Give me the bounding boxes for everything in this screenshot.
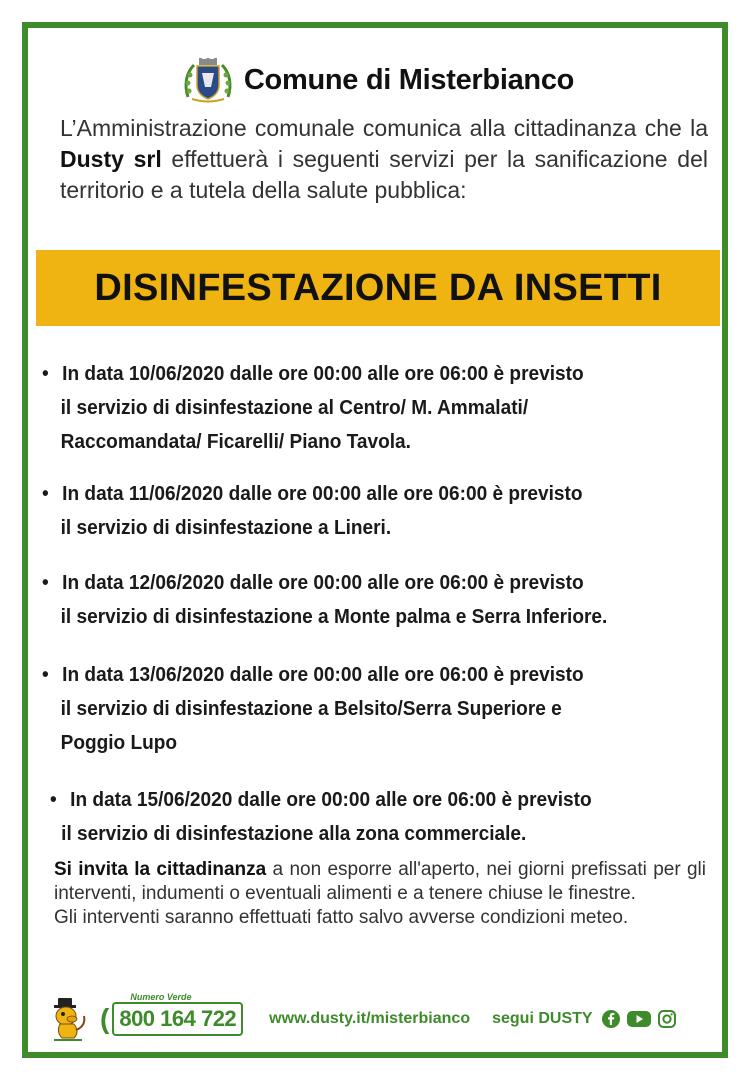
phone-label: Numero Verde xyxy=(130,992,192,1002)
item-line: • In data 15/06/2020 dalle ore 00:00 alle ore 06:00 è previsto xyxy=(50,783,701,817)
title-banner xyxy=(36,250,720,326)
phone-number: 800 164 722 xyxy=(119,1006,237,1031)
note-paragraph xyxy=(54,858,706,906)
page-title: Comune di Misterbianco xyxy=(243,63,575,96)
schedule-item xyxy=(42,566,693,634)
note-text: a non esporre all'aperto, nei giorni prefissati per gli interventi, indumenti o eventuali alimenti e a tenere chiuse le finestre. xyxy=(54,859,706,904)
banner-text: DISINFESTAZIONE DA INSETTI xyxy=(94,266,662,309)
intro-part2: effettuerà i seguenti servizi per la sanificazione del territorio e a tutela della salute pubblica: xyxy=(60,146,708,203)
social-links xyxy=(601,1009,677,1029)
intro-part1: L’Amministrazione comunale comunica alla cittadinanza che la xyxy=(60,115,708,141)
note-bold: Si invita la cittadinanza xyxy=(54,859,267,880)
header xyxy=(0,55,756,105)
item-line: il servizio di disinfestazione a Belsito/Serra Superiore e xyxy=(60,697,562,720)
coat-of-arms-icon xyxy=(182,57,234,103)
phone-icon: ( xyxy=(100,1003,110,1034)
schedule-item xyxy=(42,357,693,459)
website-link[interactable]: www.dusty.it/misterbianco xyxy=(269,1010,471,1027)
item-line: • In data 12/06/2020 dalle ore 00:00 alle ore 06:00 è previsto xyxy=(42,566,693,600)
follow-label: segui DUSTY xyxy=(492,1010,593,1027)
item-line: il servizio di disinfestazione a Lineri. xyxy=(60,516,392,539)
bullet-icon: • xyxy=(42,362,49,385)
schedule-item xyxy=(50,783,701,851)
advisory-note xyxy=(54,858,706,930)
item-line: Poggio Lupo xyxy=(60,731,178,754)
footer xyxy=(48,992,708,1042)
schedule-item xyxy=(42,477,693,545)
dusty-mascot-icon xyxy=(48,996,90,1042)
item-line: il servizio di disinfestazione al Centro/ M. Ammalati/ xyxy=(60,396,529,419)
item-line: il servizio di disinfestazione a Monte palma e Serra Inferiore. xyxy=(60,605,608,628)
item-line: Raccomandata/ Ficarelli/ Piano Tavola. xyxy=(60,430,411,453)
facebook-icon[interactable] xyxy=(601,1009,621,1029)
item-line: • In data 13/06/2020 dalle ore 00:00 alle ore 06:00 è previsto xyxy=(42,658,693,692)
bullet-icon: • xyxy=(42,571,49,594)
item-line: • In data 10/06/2020 dalle ore 00:00 alle ore 06:00 è previsto xyxy=(42,357,693,391)
bullet-icon: • xyxy=(42,482,49,505)
toll-free-number[interactable] xyxy=(100,992,243,1036)
bullet-icon: • xyxy=(42,663,49,686)
instagram-icon[interactable] xyxy=(657,1009,677,1029)
phone-box xyxy=(112,992,243,1036)
youtube-icon[interactable] xyxy=(626,1009,652,1029)
intro-text xyxy=(60,113,708,206)
item-line: • In data 11/06/2020 dalle ore 00:00 alle ore 06:00 è previsto xyxy=(42,477,693,511)
item-line: il servizio di disinfestazione alla zona commerciale. xyxy=(61,822,527,845)
bullet-icon: • xyxy=(50,788,57,811)
schedule-item xyxy=(42,658,693,760)
company-name: Dusty srl xyxy=(60,146,162,172)
weather-note: Gli interventi saranno effettuati fatto salvo avverse condizioni meteo. xyxy=(54,907,629,928)
